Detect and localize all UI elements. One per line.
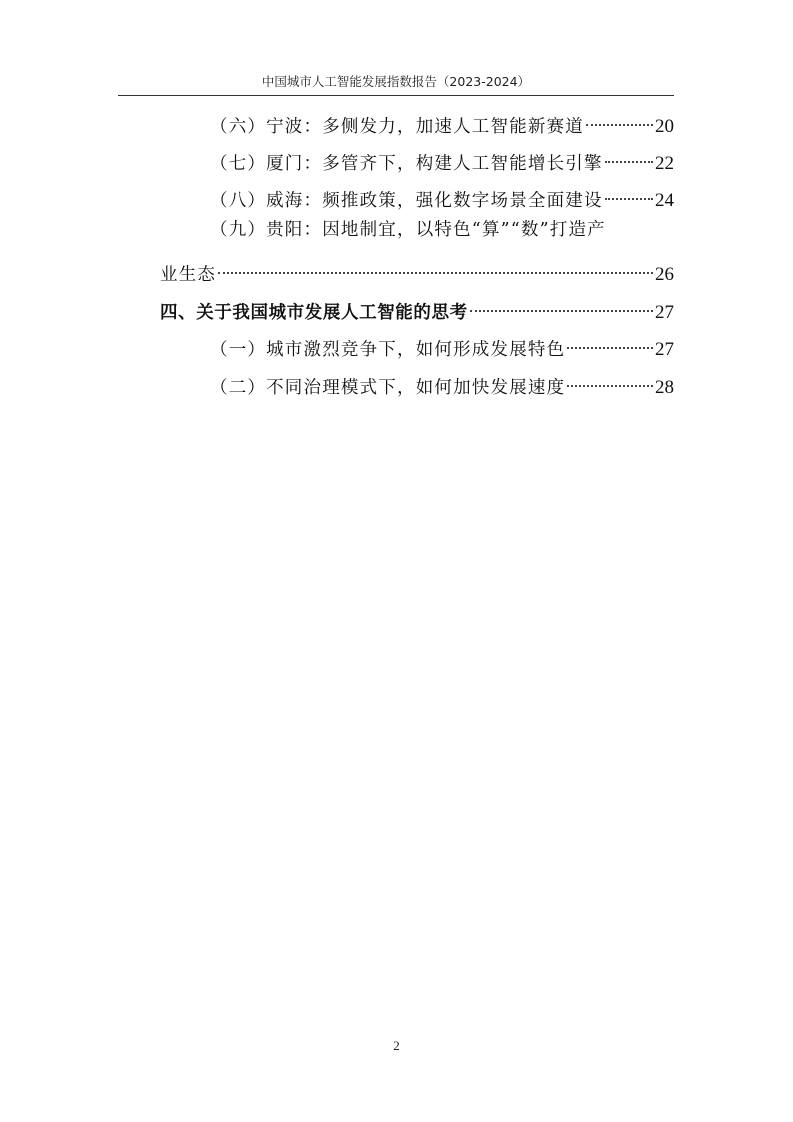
toc-leader-dots: [605, 180, 653, 206]
toc-entry-text: （九）贵阳：因地制宜，以特色“算”“数”打造产: [210, 220, 606, 240]
toc-leader-dots: [218, 254, 653, 280]
running-header: 中国城市人工智能发展指数报告（2023-2024）: [261, 74, 531, 89]
toc-leader-dots: [567, 329, 653, 355]
toc-leader-dots: [470, 292, 653, 318]
toc-entry-guiyang-continuation[interactable]: [160, 254, 674, 285]
toc-entry-governance-modes[interactable]: [160, 367, 674, 398]
toc-entry-page: 28: [655, 377, 674, 398]
toc-entry-text: （六）宁波：多侧发力，加速人工智能新赛道: [210, 117, 584, 137]
toc-leader-dots: [567, 367, 653, 393]
toc-entry-page: 24: [655, 190, 674, 211]
toc-entry-page: 20: [655, 116, 674, 137]
toc-entry-page: 26: [655, 264, 674, 285]
toc-entry-guiyang[interactable]: [160, 217, 674, 243]
toc-entry-city-competition[interactable]: [160, 329, 674, 360]
toc-entry-text: （二）不同治理模式下，如何加快发展速度: [210, 378, 566, 398]
toc-entry-page: 22: [655, 153, 674, 174]
toc-entry-xiamen[interactable]: [160, 143, 674, 174]
toc-leader-dots: [605, 143, 653, 169]
toc-entry-weihai[interactable]: [160, 180, 674, 211]
toc-entry-ningbo[interactable]: [160, 106, 674, 137]
toc-entry-text: （一）城市激烈竞争下，如何形成发展特色: [210, 340, 566, 360]
toc-entry-text: 四、关于我国城市发展人工智能的思考: [160, 303, 468, 323]
page-number: 2: [393, 1038, 400, 1053]
toc-entry-text: 业生态: [160, 265, 217, 285]
toc-entry-page: 27: [655, 339, 674, 360]
header-rule: [118, 95, 674, 96]
toc-entry-page: 27: [655, 302, 674, 323]
toc-entry-text: （八）威海：频推政策，强化数字场景全面建设: [210, 191, 603, 211]
toc-leader-dots: [586, 106, 653, 132]
toc-entry-text: （七）厦门：多管齐下，构建人工智能增长引擎: [210, 154, 603, 174]
toc-chapter-four[interactable]: [160, 292, 674, 323]
